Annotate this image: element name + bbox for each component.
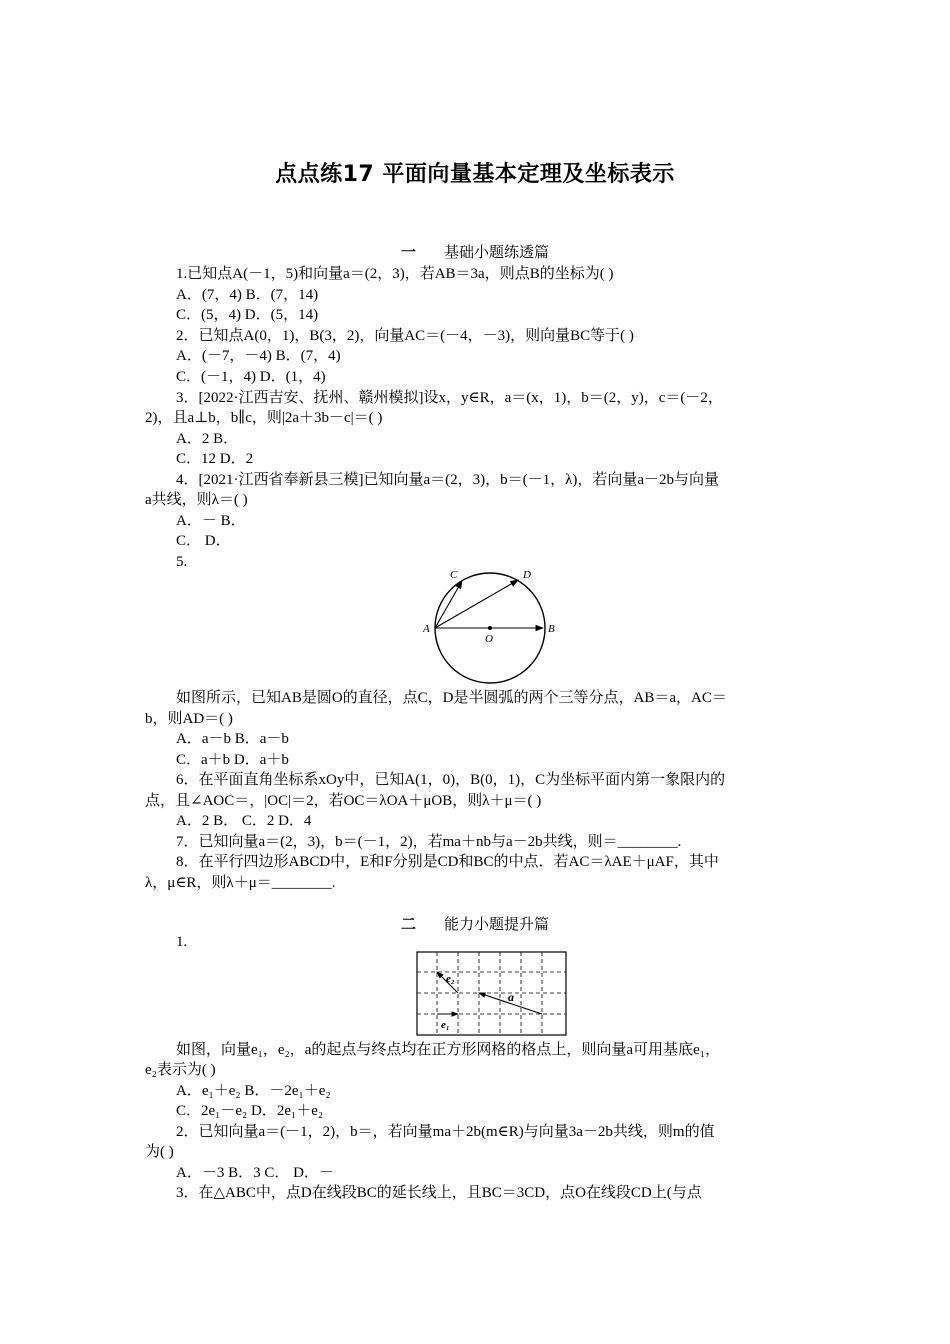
label-e1: e₁	[441, 1019, 450, 1031]
center-point	[488, 626, 492, 630]
question-5-number: 5.	[176, 554, 188, 570]
label-b: B	[548, 623, 555, 635]
label-d: D	[523, 569, 531, 581]
question-ability-2-stem-cont: 为( )	[145, 1144, 174, 1160]
question-3-stem-cont: 2)，且a⊥b，b∥c，则|2a＋3b－c|＝( )	[145, 410, 383, 426]
question-8-stem-cont: λ，μ∈R，则λ＋μ＝________.	[145, 875, 336, 891]
label-o: O	[485, 633, 493, 645]
page-title: 点点练17 平面向量基本定理及坐标表示	[275, 162, 675, 187]
question-5-stem-cont: b，则AD＝( )	[145, 711, 233, 727]
grid-border	[417, 952, 566, 1035]
question-7-stem: 7．已知向量a＝(2，3)，b＝(－1，2)，若ma＋nb与a－2b共线，则＝________.	[176, 834, 682, 850]
grid-lines	[417, 952, 566, 1035]
question-5-stem: 如图所示，已知AB是圆O的直径，点C，D是半圆弧的两个三等分点，AB＝a，AC＝	[176, 690, 727, 706]
vector-ad	[435, 580, 518, 628]
question-6-options: A．2 B． C．2 D．4	[176, 813, 312, 829]
label-c: C	[450, 569, 458, 581]
question-3-stem: 3．[2022·江西吉安、抚州、赣州模拟]设x，y∈R，a＝(x，1)，b＝(2，y)，c＝(－2，	[176, 390, 723, 406]
question-2-stem: 2．已知点A(0，1)，B(3，2)，向量AC＝(－4，－3)，则向量BC等于( )	[176, 328, 634, 344]
label-e2: e₂	[446, 973, 455, 985]
section-number: 一	[400, 245, 416, 261]
grid-figure	[416, 951, 568, 1037]
question-ability-1-number: 1.	[176, 934, 188, 950]
label-a: A	[423, 623, 430, 635]
vector-ac	[435, 581, 462, 628]
question-6-stem-cont: 点，且∠AOC＝，|OC|＝2，若OC＝λOA＋μOB，则λ＋μ＝( )	[145, 793, 542, 809]
question-2-options-ab: A．(－7，－4) B．(7，4)	[176, 348, 341, 364]
question-4-stem: 4．[2021·江西省奉新县三模]已知向量a＝(2，3)，b＝(－1，λ)，若向量a－2b与向量	[176, 472, 720, 488]
question-5-options-cd: C．a＋b D．a＋b	[176, 752, 289, 768]
question-4-stem-cont: a共线，则λ＝( )	[145, 492, 248, 508]
section-label: 基础小题练透篇	[444, 245, 550, 261]
question-8-stem: 8．在平行四边形ABCD中，E和F分别是CD和BC的中点．若AC＝λAE＋μAF，其中	[176, 854, 719, 870]
question-1-options-ab: A．(7，4) B．(7，14)	[176, 287, 319, 303]
question-ability-1-stem-cont: e₂表示为( )	[145, 1062, 216, 1078]
question-ability-2-stem: 2．已知向量a＝(－1，2)，b＝，若向量ma＋2b(m∈R)与向量3a－2b共线，则m的值	[176, 1124, 715, 1140]
question-ability-1-options-ab: A．e₁＋e₂ B．－2e₁＋e₂	[176, 1083, 331, 1099]
label-vector-a: a	[508, 990, 514, 1004]
section-label: 能力小题提升篇	[444, 917, 550, 933]
circle-figure	[420, 565, 570, 685]
question-3-options-cd: C．12 D．2	[176, 451, 254, 467]
section-header-ability	[0, 913, 950, 934]
question-ability-3-stem: 3．在△ABC中，点D在线段BC的延长线上，且BC＝3CD，点O在线段CD上(与点	[176, 1185, 702, 1201]
question-ability-1-options-cd: C．2e₁－e₂ D．2e₁＋e₂	[176, 1103, 324, 1119]
question-ability-1-stem: 如图，向量e₁，e₂，a的起点与终点均在正方形网格的格点上，则向量a可用基底e₁，	[176, 1042, 720, 1058]
question-4-options-ab: A．－ B．	[176, 513, 246, 529]
question-6-stem: 6．在平面直角坐标系xOy中，已知A(1，0)，B(0，1)，C为坐标平面内第一象限内的	[176, 772, 726, 788]
question-1-stem: 1.已知点A(－1，5)和向量a＝(2，3)，若AB＝3a，则点B的坐标为( )	[176, 266, 614, 282]
question-5-options-ab: A．a－b B．a－b	[176, 731, 289, 747]
question-4-options-cd: C． D．	[176, 533, 231, 549]
section-header-basic	[0, 241, 950, 262]
section-number: 二	[400, 917, 416, 933]
question-3-options-ab: A．2 B．	[176, 431, 239, 447]
question-2-options-cd: C．(－1，4) D．(1，4)	[176, 369, 326, 385]
question-ability-2-options: A．－3 B．3 C． D．－	[176, 1165, 334, 1181]
question-1-options-cd: C．(5，4) D．(5，14)	[176, 307, 319, 323]
